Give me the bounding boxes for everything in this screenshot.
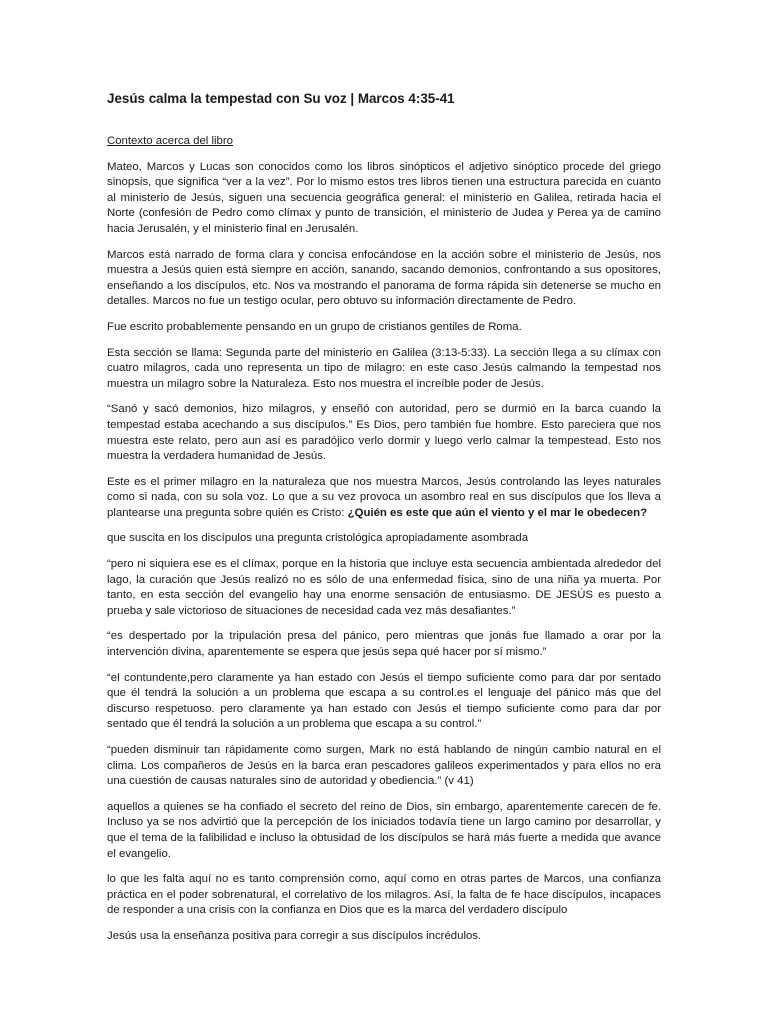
paragraph-1: Mateo, Marcos y Lucas son conocidos como los libros sinópticos el adjetivo sinóptico procede del griego sinopsis, que significa “ver a la vez”. Por lo mismo estos tres libros tienen una estructura parecida en cuanto al ministerio de Jesús, siguen una secuencia geográfica general: el ministerio en Galilea, retirada hacia el Norte (confesión de Pedro como clímax y punto de transición, el ministerio de Judea y Perea ya de camino hacia Jerusalén, y el ministerio final en Jerusalén. xyxy=(107,160,661,235)
paragraph-3: Fue escrito probablemente pensando en un grupo de cristianos gentiles de Roma. xyxy=(107,320,522,333)
document-body xyxy=(107,90,661,945)
paragraph-6-question: ¿Quién es este que aún el viento y el mar le obedecen? xyxy=(347,506,648,519)
document-title: Jesús calma la tempestad con Su voz | Marcos 4:35-41 xyxy=(107,91,455,106)
paragraph-13: lo que les falta aquí no es tanto comprensión como, aquí como en otras partes de Marcos, una confianza práctica en el poder sobrenatural, el correlativo de los milagros. Así, la falta de fe hace discípulos, incapaces de responder a una crisis con la confianza en Dios que es la marca del verdadero discípulo xyxy=(107,873,661,917)
paragraph-6-text: Este es el primer milagro en la naturaleza que nos muestra Marcos, Jesús controlando las leyes naturales como si nada, con su sola voz. Lo que a su vez provoca un asombro real en sus discípulos que los lleva a plantearse una pregunta sobre quién es Cristo: xyxy=(107,475,661,519)
paragraph-9: “es despertado por la tripulación presa del pánico, pero mientras que jonás fue llamado a orar por la intervención divina, aparentemente se espera que jesús sepa qué hacer por sí mismo.” xyxy=(107,630,661,659)
paragraph-6 xyxy=(107,475,661,522)
paragraph-11: “pueden disminuir tan rápidamente como surgen, Mark no está hablando de ningún cambio natural en el clima. Los compañeros de Jesús en la barca eran pescadores galileos experimentados y para ellos no era una cuestión de causas naturales sino de autoridad y obediencia.” (v 41) xyxy=(107,744,661,788)
paragraph-8: “pero ni siquiera ese es el clímax, porque en la historia que incluye esta secuencia ambientada alrededor del lago, la curación que Jesús realizó no es sólo de una enfermedad física, sino de una niña ya muerta. Por tanto, en esta sección del evangelio hay una enorme sensación de entusiasmo. DE JESÚS es puesto a prueba y sale victorioso de situaciones de necesidad cada vez más desafiantes.” xyxy=(107,558,661,617)
paragraph-10: “el contundente,pero claramente ya han estado con Jesús el tiempo suficiente como para dar por sentado que él tendrá la solución a un problema que escapa a su control.es el lenguaje del pánico más que del discurso respetuoso. pero claramente ya han estado con Jesús el tiempo suficiente como para dar por sentado que él tendrá la solución a un problema que escapa a su control.” xyxy=(107,671,661,731)
paragraph-7: que suscita en los discípulos una pregunta cristológica apropiadamente asombrada xyxy=(107,532,529,545)
paragraph-4: Esta sección se llama: Segunda parte del ministerio en Galilea (3:13-5:33). La sección llega a su clímax con cuatro milagros, cada uno representa un tipo de milagro: en este caso Jesús calmando la tempestad nos muestra un milagro sobre la Naturaleza. Esto nos muestra el increíble poder de Jesús. xyxy=(107,346,661,390)
paragraph-12: aquellos a quienes se ha confiado el secreto del reino de Dios, sin embargo, aparentemente carecen de fe. Incluso ya se nos advirtió que la percepción de los iniciados todavía tiene un largo camino por desarrollar, y que el tema de la falibilidad e incluso la obtusidad de los discípulos se hará más fuerte a medida que avance el evangelio. xyxy=(107,800,661,860)
paragraph-2: Marcos está narrado de forma clara y concisa enfocándose en la acción sobre el ministerio de Jesús, nos muestra a Jesús quien está siempre en acción, sanando, sacando demonios, confrontando a sus opositores, enseñando a los discípulos, etc. Nos va mostrando el panorama de forma rápida sin detenerse se mucho en detalles. Marcos no fue un testigo ocular, pero obtuvo su información directamente de Pedro. xyxy=(107,248,661,308)
section-label: Contexto acerca del libro xyxy=(107,135,233,147)
paragraph-14: Jesús usa la enseñanza positiva para corregir a sus discípulos incrédulos. xyxy=(107,929,482,942)
paragraph-5: “Sanó y sacó demonios, hizo milagros, y enseñó con autoridad, pero se durmió en la barca cuando la tempestad estaba acechando a sus discípulos.” Es Dios, pero también fue hombre. Esto pareciera que nos muestra este relato, pero aun así es paradójico verlo dormir y luego verlo calmar la tempestead. Esto nos muestra la verdadera humanidad de Jesús. xyxy=(107,403,661,463)
